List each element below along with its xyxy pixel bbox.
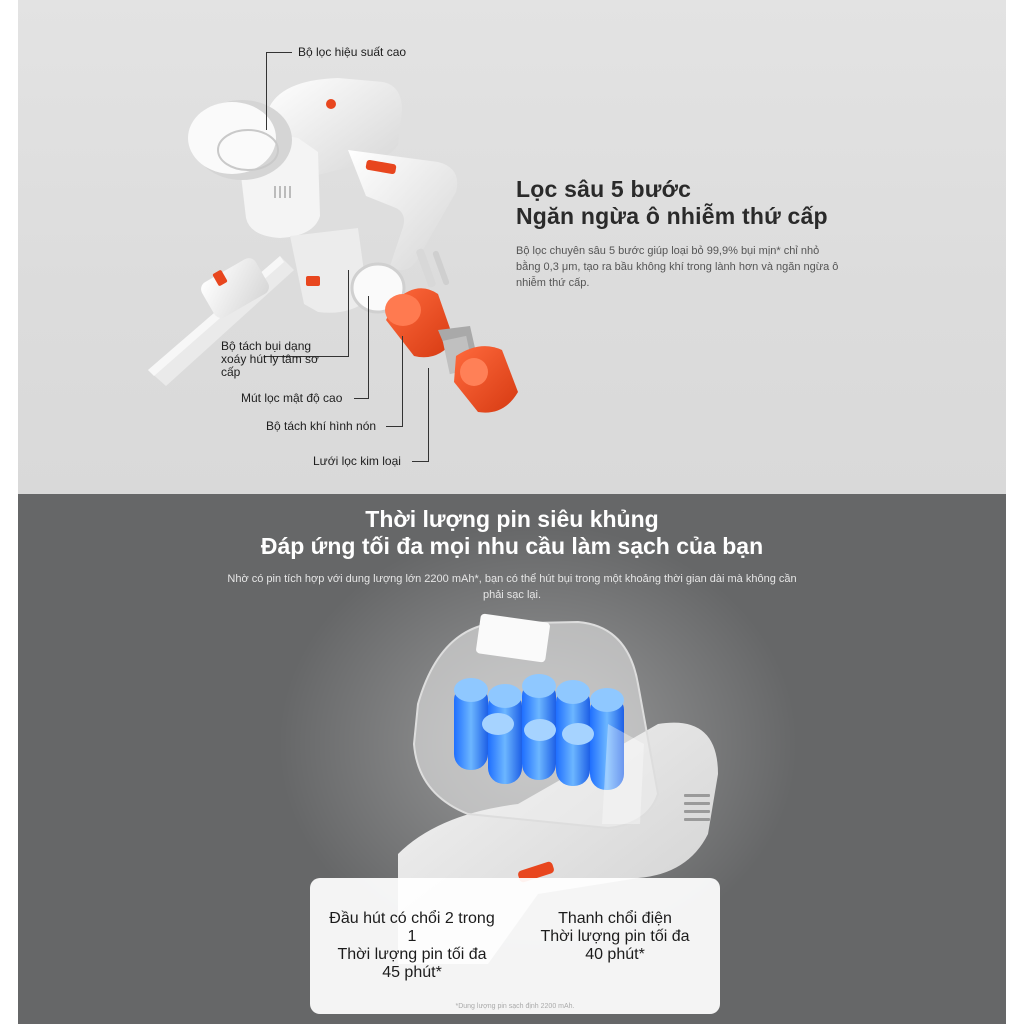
- runtime-mode-brush-head: [324, 910, 500, 982]
- runtime-mode-electric-brush: [524, 910, 706, 964]
- runtime-label: Thời lượng pin tối đa: [540, 928, 690, 945]
- battery-title-line2: Đáp ứng tối đa mọi nhu cầu làm sạch của bạn: [260, 533, 764, 559]
- leader-line-mesh-h: [412, 461, 428, 462]
- mode-label: Đầu hút có chổi 2 trong 1: [329, 910, 495, 945]
- filtration-description: Bộ lọc chuyên sâu 5 bước giúp loại bỏ 99,9% bụi mịn* chỉ nhỏ bằng 0,3 μm, tạo ra bầu không khí trong lành hơn và ngăn ngừa ô nhiễm thứ cấp.: [516, 245, 839, 289]
- battery-description: Nhờ có pin tích hợp với dung lượng lớn 2200 mAh*, bạn có thể hút bụi trong một khoảng thời gian dài mà không cần phải sạc lại.: [227, 573, 797, 601]
- leader-line-hepa-h: [266, 52, 292, 53]
- callout-hepa-filter: Bộ lọc hiệu suất cao: [298, 45, 407, 59]
- filtration-headline-line1: Lọc sâu 5 bước: [516, 176, 692, 202]
- callout-cone-separator: Bộ tách khí hình nón: [266, 419, 377, 433]
- callout-foam-filter: Mút lọc mật độ cao: [241, 391, 343, 405]
- product-page: [18, 0, 1006, 1024]
- leader-line-foam-h: [354, 398, 368, 399]
- battery-title: [18, 506, 1006, 560]
- runtime-value: 45 phút*: [382, 964, 442, 981]
- mode-label: Thanh chổi điện: [558, 910, 672, 927]
- runtime-value: 40 phút*: [585, 946, 645, 963]
- filtration-section: [18, 0, 1006, 494]
- runtime-label: Thời lượng pin tối đa: [337, 946, 487, 963]
- battery-footnote: *Dung lượng pin sạch định 2200 mAh.: [455, 1003, 575, 1010]
- leader-line-mesh-v: [428, 368, 429, 462]
- leader-line-foam-v: [368, 296, 369, 399]
- leader-line-hepa-v: [266, 52, 267, 130]
- filtration-headline: [516, 176, 828, 230]
- leader-line-cone-h: [386, 426, 402, 427]
- runtime-card: [310, 878, 720, 1014]
- leader-line-cyclone-v: [348, 270, 349, 357]
- filtration-headline-line2: Ngăn ngừa ô nhiễm thứ cấp: [516, 203, 828, 229]
- callout-metal-mesh: Lưới lọc kim loại: [313, 454, 401, 468]
- callout-cyclone-separator: Bộ tách bụi dạng xoáy hút ly tâm sơ cấp: [221, 339, 319, 379]
- battery-title-line1: Thời lượng pin siêu khủng: [365, 506, 659, 532]
- battery-section: [18, 494, 1006, 1024]
- leader-line-cone-v: [402, 336, 403, 427]
